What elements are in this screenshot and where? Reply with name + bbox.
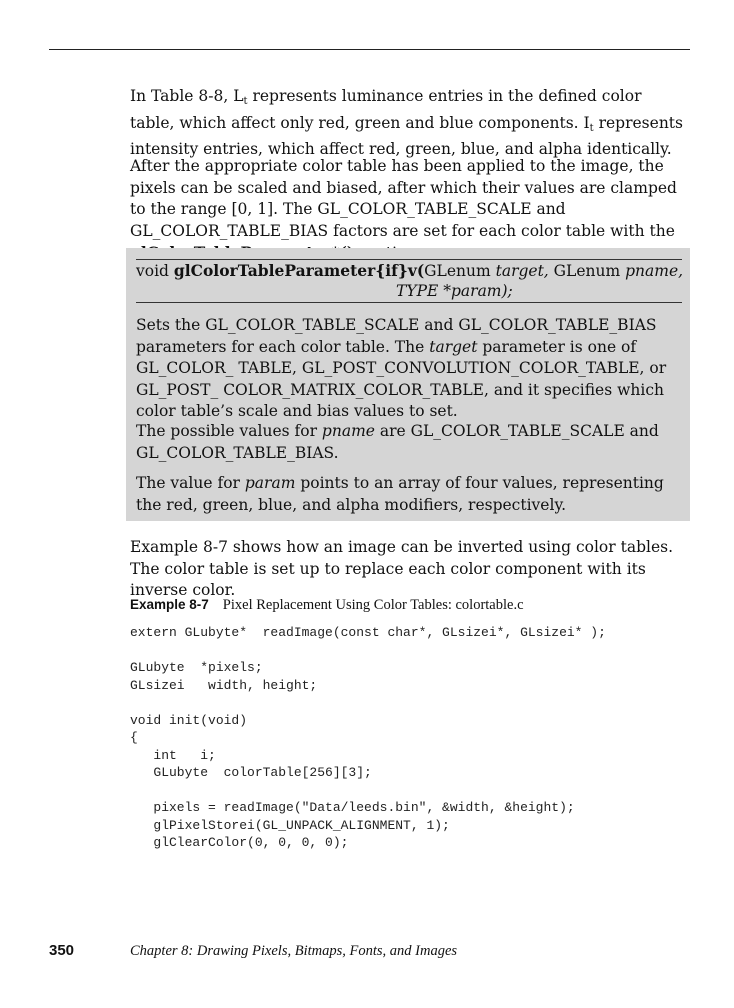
- param-type: GLenum: [548, 262, 626, 280]
- prototype-signature-line1: [136, 261, 683, 281]
- chapter-footer: Chapter 8: Drawing Pixels, Bitmaps, Fonts, and Images: [130, 943, 458, 959]
- subscript: t: [243, 96, 248, 107]
- prototype-param-description: [136, 473, 684, 516]
- example-title: Pixel Replacement Using Color Tables: colortable.c: [222, 597, 524, 613]
- text: In Table 8-8, L: [130, 87, 244, 105]
- text: The value for: [136, 474, 245, 492]
- prototype-description: [136, 315, 684, 423]
- text: The possible values for: [136, 422, 322, 440]
- description-paragraph: [136, 473, 684, 516]
- example-heading: [130, 594, 524, 614]
- text: Example 8-7 shows how an image can be inverted using color tables. The color table is set up to replace each color component with its inverse color.: [130, 538, 674, 599]
- param-name: param: [244, 474, 296, 492]
- subscript: t: [589, 122, 594, 134]
- prototype-function-name: glColorTableParameter{if}v(: [173, 261, 425, 280]
- text: parameter is one of GL_COLOR_ TABLE, GL_POST_CONVOLUTION_COLOR_TABLE, or GL_POST_ COLOR_MATRIX_COLOR_TABLE, and it specifies which color table’s scale and bias values to set.: [136, 337, 667, 420]
- paragraph-example-intro: [130, 537, 690, 602]
- prototype-bottom-rule: [136, 302, 682, 303]
- text: represents luminance entries in the defined color table, which affect only red, green and blue components. I: [130, 87, 642, 132]
- prototype-top-rule: [136, 259, 682, 260]
- text: are GL_COLOR_TABLE_SCALE and GL_COLOR_TABLE_BIAS.: [136, 422, 659, 462]
- text: points to an array of four values, representing the red, green, blue, and alpha modifiers, respectively.: [136, 474, 664, 514]
- return-type: void: [136, 262, 174, 280]
- function-prototype-box: [126, 248, 690, 521]
- header-rule: [49, 49, 690, 50]
- example-label: Example 8-7: [130, 597, 209, 612]
- description-paragraph: [136, 315, 684, 423]
- param-type: GLenum: [424, 262, 496, 280]
- description-paragraph: [136, 421, 684, 464]
- text: After the appropriate color table has been applied to the image, the pixels can be scaled and biased, after which their values are clamped to the range [0, 1]. The GL_COLOR_TABLE_SCALE and GL_COLOR_TABLE_BIAS factors are set for each color table with the: [130, 157, 677, 240]
- param-name: target: [429, 337, 478, 356]
- paragraph-table-description: [130, 86, 690, 161]
- text: Sets the GL_COLOR_TABLE_SCALE and GL_COLOR_TABLE_BIAS parameters for each color table. The: [136, 316, 657, 356]
- text: represents intensity entries, which affect red, green, blue, and alpha identically.: [130, 113, 683, 158]
- page-number: 350: [49, 942, 75, 959]
- param-name: TYPE *param);: [396, 282, 513, 300]
- param-name: target,: [495, 262, 549, 280]
- prototype-signature-line2: [396, 281, 513, 301]
- param-name: pname: [321, 422, 375, 440]
- prototype-pname-description: [136, 421, 684, 464]
- code-listing: extern GLubyte* readImage(const char*, GLsizei*, GLsizei* ); GLubyte *pixels; GLsizei width, height; void init(void) { int i; GLubyte colorTable[256][3]; pixels = readImage("Data/leeds.bin", &width, &height); glPixelStorei(GL_UNPACK_ALIGNMENT, 1); glClearColor(0, 0, 0, 0);: [130, 625, 606, 850]
- param-name: pname,: [625, 262, 684, 280]
